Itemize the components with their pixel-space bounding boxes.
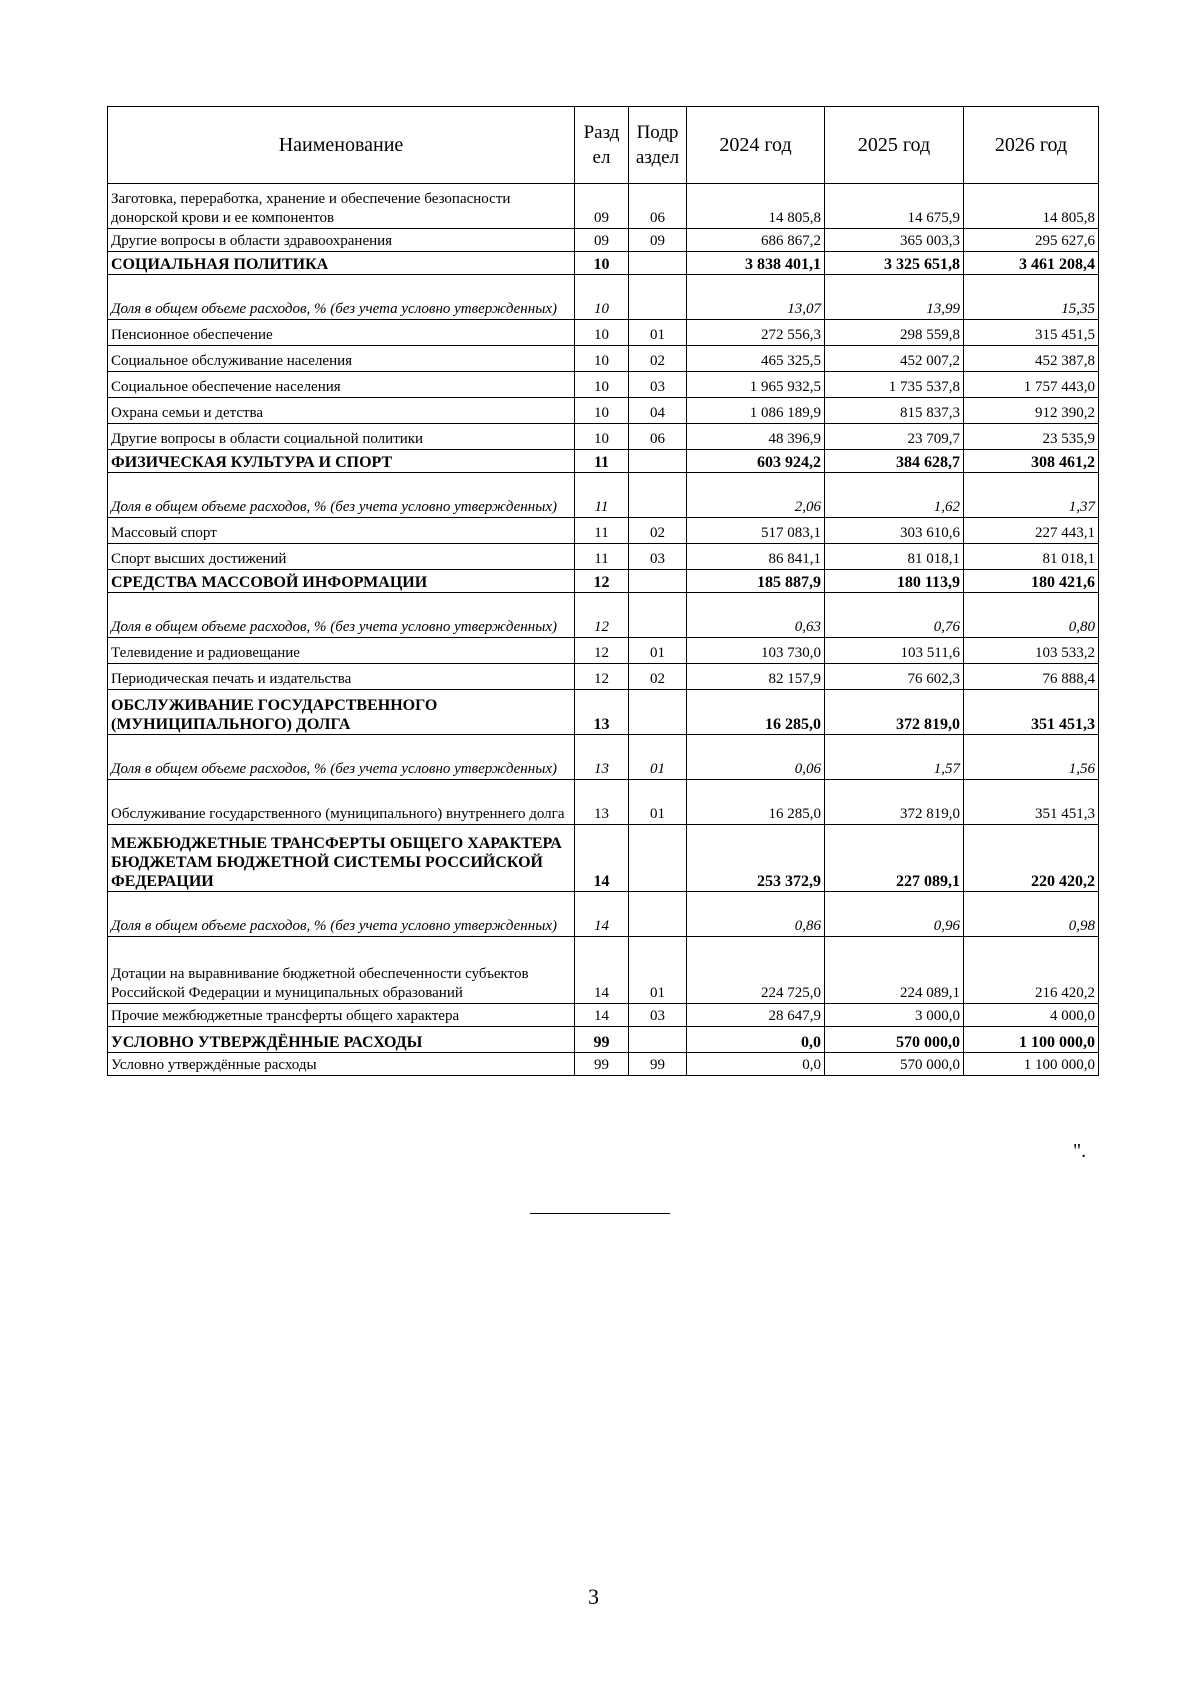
cell-name: Спорт высших достижений	[108, 544, 575, 570]
cell-subsection-code: 01	[629, 638, 687, 664]
cell-2025: 3 000,0	[825, 1004, 964, 1027]
cell-name: Пенсионное обеспечение	[108, 320, 575, 346]
cell-2025: 303 610,6	[825, 518, 964, 544]
cell-section-code: 11	[575, 544, 629, 570]
cell-section-code: 10	[575, 372, 629, 398]
cell-2025: 3 325 651,8	[825, 252, 964, 275]
cell-section-code: 13	[575, 735, 629, 780]
table-row	[108, 664, 1099, 690]
cell-section-code: 13	[575, 690, 629, 735]
cell-2025: 81 018,1	[825, 544, 964, 570]
cell-2026: 1 100 000,0	[964, 1053, 1099, 1076]
cell-subsection-code	[629, 275, 687, 320]
table-row	[108, 937, 1099, 1004]
cell-2025: 14 675,9	[825, 184, 964, 229]
header-name: Наименование	[108, 107, 575, 184]
cell-2024: 1 965 932,5	[687, 372, 825, 398]
cell-2026: 216 420,2	[964, 937, 1099, 1004]
cell-2024: 103 730,0	[687, 638, 825, 664]
cell-subsection-code: 02	[629, 664, 687, 690]
cell-name: СРЕДСТВА МАССОВОЙ ИНФОРМАЦИИ	[108, 570, 575, 593]
table-row	[108, 346, 1099, 372]
cell-2024: 3 838 401,1	[687, 252, 825, 275]
cell-2025: 0,96	[825, 892, 964, 937]
cell-2025: 227 089,1	[825, 825, 964, 892]
cell-2026: 452 387,8	[964, 346, 1099, 372]
cell-2025: 224 089,1	[825, 937, 964, 1004]
cell-2026: 23 535,9	[964, 424, 1099, 450]
cell-section-code: 10	[575, 320, 629, 346]
cell-2025: 1 735 537,8	[825, 372, 964, 398]
table-row	[108, 780, 1099, 825]
table-row-share	[108, 275, 1099, 320]
cell-subsection-code: 03	[629, 372, 687, 398]
cell-subsection-code: 02	[629, 346, 687, 372]
cell-name: Социальное обслуживание населения	[108, 346, 575, 372]
cell-2024: 86 841,1	[687, 544, 825, 570]
cell-name: Обслуживание государственного (муниципального) внутреннего долга	[108, 780, 575, 825]
cell-name: Доля в общем объеме расходов, % (без учета условно утвержденных)	[108, 892, 575, 937]
cell-subsection-code: 01	[629, 937, 687, 1004]
cell-2026: 14 805,8	[964, 184, 1099, 229]
cell-section-code: 09	[575, 229, 629, 252]
cell-2026: 351 451,3	[964, 780, 1099, 825]
cell-2024: 253 372,9	[687, 825, 825, 892]
cell-section-code: 13	[575, 780, 629, 825]
table-row	[108, 372, 1099, 398]
table-row-share	[108, 593, 1099, 638]
cell-subsection-code: 03	[629, 1004, 687, 1027]
table-row	[108, 184, 1099, 229]
cell-name: УСЛОВНО УТВЕРЖДЁННЫЕ РАСХОДЫ	[108, 1027, 575, 1053]
cell-2024: 0,63	[687, 593, 825, 638]
cell-2026: 351 451,3	[964, 690, 1099, 735]
cell-2026: 1,56	[964, 735, 1099, 780]
cell-2025: 13,99	[825, 275, 964, 320]
cell-name: Периодическая печать и издательства	[108, 664, 575, 690]
cell-2026: 3 461 208,4	[964, 252, 1099, 275]
cell-name: Прочие межбюджетные трансферты общего характера	[108, 1004, 575, 1027]
cell-2025: 372 819,0	[825, 780, 964, 825]
cell-2026: 1 757 443,0	[964, 372, 1099, 398]
cell-2026: 912 390,2	[964, 398, 1099, 424]
cell-2025: 103 511,6	[825, 638, 964, 664]
cell-2025: 570 000,0	[825, 1053, 964, 1076]
table-row-section	[108, 252, 1099, 275]
table-row	[108, 1053, 1099, 1076]
cell-section-code: 14	[575, 1004, 629, 1027]
cell-name: ФИЗИЧЕСКАЯ КУЛЬТУРА И СПОРТ	[108, 450, 575, 473]
table-row-share	[108, 892, 1099, 937]
cell-2026: 76 888,4	[964, 664, 1099, 690]
cell-subsection-code: 06	[629, 424, 687, 450]
table-row	[108, 424, 1099, 450]
table-row	[108, 320, 1099, 346]
cell-section-code: 14	[575, 892, 629, 937]
table-row	[108, 229, 1099, 252]
page-number: 3	[588, 1584, 599, 1609]
cell-2025: 298 559,8	[825, 320, 964, 346]
cell-2025: 452 007,2	[825, 346, 964, 372]
cell-section-code: 11	[575, 450, 629, 473]
cell-2024: 28 647,9	[687, 1004, 825, 1027]
cell-2025: 372 819,0	[825, 690, 964, 735]
cell-subsection-code	[629, 690, 687, 735]
cell-subsection-code: 99	[629, 1053, 687, 1076]
cell-section-code: 12	[575, 570, 629, 593]
cell-name: Доля в общем объеме расходов, % (без учета условно утвержденных)	[108, 275, 575, 320]
cell-2024: 603 924,2	[687, 450, 825, 473]
cell-subsection-code	[629, 825, 687, 892]
cell-subsection-code: 06	[629, 184, 687, 229]
closing-quote: ".	[1073, 1140, 1087, 1162]
cell-2026: 15,35	[964, 275, 1099, 320]
cell-2024: 465 325,5	[687, 346, 825, 372]
cell-name: Условно утверждённые расходы	[108, 1053, 575, 1076]
cell-section-code: 14	[575, 937, 629, 1004]
cell-2026: 4 000,0	[964, 1004, 1099, 1027]
cell-2026: 81 018,1	[964, 544, 1099, 570]
cell-section-code: 10	[575, 424, 629, 450]
cell-2026: 1 100 000,0	[964, 1027, 1099, 1053]
cell-2024: 16 285,0	[687, 780, 825, 825]
cell-2024: 272 556,3	[687, 320, 825, 346]
cell-subsection-code: 01	[629, 320, 687, 346]
cell-2026: 220 420,2	[964, 825, 1099, 892]
cell-subsection-code	[629, 473, 687, 518]
cell-section-code: 11	[575, 518, 629, 544]
cell-2025: 1,57	[825, 735, 964, 780]
cell-subsection-code: 09	[629, 229, 687, 252]
cell-2024: 686 867,2	[687, 229, 825, 252]
cell-name: ОБСЛУЖИВАНИЕ ГОСУДАРСТВЕННОГО (МУНИЦИПАЛЬНОГО) ДОЛГА	[108, 690, 575, 735]
cell-2026: 103 533,2	[964, 638, 1099, 664]
cell-name: Дотации на выравнивание бюджетной обеспеченности субъектов Российской Федерации и муниципальных образований	[108, 937, 575, 1004]
cell-subsection-code: 01	[629, 735, 687, 780]
cell-2024: 82 157,9	[687, 664, 825, 690]
cell-name: МЕЖБЮДЖЕТНЫЕ ТРАНСФЕРТЫ ОБЩЕГО ХАРАКТЕРА БЮДЖЕТАМ БЮДЖЕТНОЙ СИСТЕМЫ РОССИЙСКОЙ ФЕДЕРАЦИИ	[108, 825, 575, 892]
cell-subsection-code	[629, 593, 687, 638]
cell-section-code: 09	[575, 184, 629, 229]
cell-subsection-code	[629, 1027, 687, 1053]
separator-line	[530, 1213, 670, 1214]
cell-name: Социальное обеспечение населения	[108, 372, 575, 398]
cell-2025: 1,62	[825, 473, 964, 518]
cell-name: Телевидение и радиовещание	[108, 638, 575, 664]
cell-2025: 180 113,9	[825, 570, 964, 593]
cell-subsection-code	[629, 450, 687, 473]
cell-name: Заготовка, переработка, хранение и обеспечение безопасности донорской крови и ее компонентов	[108, 184, 575, 229]
cell-2024: 0,0	[687, 1053, 825, 1076]
table-row-section	[108, 690, 1099, 735]
cell-section-code: 10	[575, 346, 629, 372]
table-row-share	[108, 473, 1099, 518]
cell-2025: 0,76	[825, 593, 964, 638]
cell-section-code: 14	[575, 825, 629, 892]
table-row	[108, 544, 1099, 570]
cell-name: Массовый спорт	[108, 518, 575, 544]
cell-name: Охрана семьи и детства	[108, 398, 575, 424]
cell-2024: 14 805,8	[687, 184, 825, 229]
cell-subsection-code: 03	[629, 544, 687, 570]
cell-2026: 0,80	[964, 593, 1099, 638]
table-row-section	[108, 825, 1099, 892]
cell-section-code: 10	[575, 398, 629, 424]
cell-2024: 0,0	[687, 1027, 825, 1053]
cell-name: Другие вопросы в области здравоохранения	[108, 229, 575, 252]
header-2026: 2026 год	[964, 107, 1099, 184]
cell-name: Другие вопросы в области социальной политики	[108, 424, 575, 450]
cell-2026: 308 461,2	[964, 450, 1099, 473]
cell-section-code: 12	[575, 638, 629, 664]
cell-subsection-code	[629, 252, 687, 275]
cell-2026: 295 627,6	[964, 229, 1099, 252]
cell-2026: 315 451,5	[964, 320, 1099, 346]
cell-2025: 384 628,7	[825, 450, 964, 473]
cell-2024: 0,86	[687, 892, 825, 937]
cell-2024: 185 887,9	[687, 570, 825, 593]
cell-subsection-code: 01	[629, 780, 687, 825]
cell-section-code: 10	[575, 252, 629, 275]
cell-name: Доля в общем объеме расходов, % (без учета условно утвержденных)	[108, 473, 575, 518]
table-row	[108, 518, 1099, 544]
cell-2024: 13,07	[687, 275, 825, 320]
table-row	[108, 638, 1099, 664]
header-subsection: Подр аздел	[629, 107, 687, 184]
cell-name: Доля в общем объеме расходов, % (без учета условно утвержденных)	[108, 735, 575, 780]
cell-2025: 570 000,0	[825, 1027, 964, 1053]
table-body	[108, 184, 1099, 1076]
table-header-row	[108, 107, 1099, 184]
cell-2025: 365 003,3	[825, 229, 964, 252]
cell-section-code: 10	[575, 275, 629, 320]
cell-subsection-code: 02	[629, 518, 687, 544]
header-section: Разд ел	[575, 107, 629, 184]
cell-2026: 0,98	[964, 892, 1099, 937]
table-row	[108, 398, 1099, 424]
table-row	[108, 1004, 1099, 1027]
cell-2026: 1,37	[964, 473, 1099, 518]
cell-2024: 224 725,0	[687, 937, 825, 1004]
table-row-section	[108, 1027, 1099, 1053]
cell-2024: 0,06	[687, 735, 825, 780]
header-2024: 2024 год	[687, 107, 825, 184]
cell-2024: 517 083,1	[687, 518, 825, 544]
cell-name: Доля в общем объеме расходов, % (без учета условно утвержденных)	[108, 593, 575, 638]
cell-2024: 48 396,9	[687, 424, 825, 450]
cell-section-code: 11	[575, 473, 629, 518]
cell-2025: 815 837,3	[825, 398, 964, 424]
cell-2026: 227 443,1	[964, 518, 1099, 544]
cell-2024: 2,06	[687, 473, 825, 518]
cell-subsection-code	[629, 892, 687, 937]
cell-section-code: 99	[575, 1027, 629, 1053]
cell-2024: 16 285,0	[687, 690, 825, 735]
cell-2025: 76 602,3	[825, 664, 964, 690]
table-row-share	[108, 735, 1099, 780]
cell-2024: 1 086 189,9	[687, 398, 825, 424]
cell-section-code: 12	[575, 593, 629, 638]
cell-section-code: 99	[575, 1053, 629, 1076]
header-2025: 2025 год	[825, 107, 964, 184]
table-row-section	[108, 450, 1099, 473]
cell-name: СОЦИАЛЬНАЯ ПОЛИТИКА	[108, 252, 575, 275]
budget-table	[107, 106, 1099, 1076]
cell-subsection-code: 04	[629, 398, 687, 424]
cell-section-code: 12	[575, 664, 629, 690]
cell-2026: 180 421,6	[964, 570, 1099, 593]
cell-2025: 23 709,7	[825, 424, 964, 450]
table-row-section	[108, 570, 1099, 593]
cell-subsection-code	[629, 570, 687, 593]
